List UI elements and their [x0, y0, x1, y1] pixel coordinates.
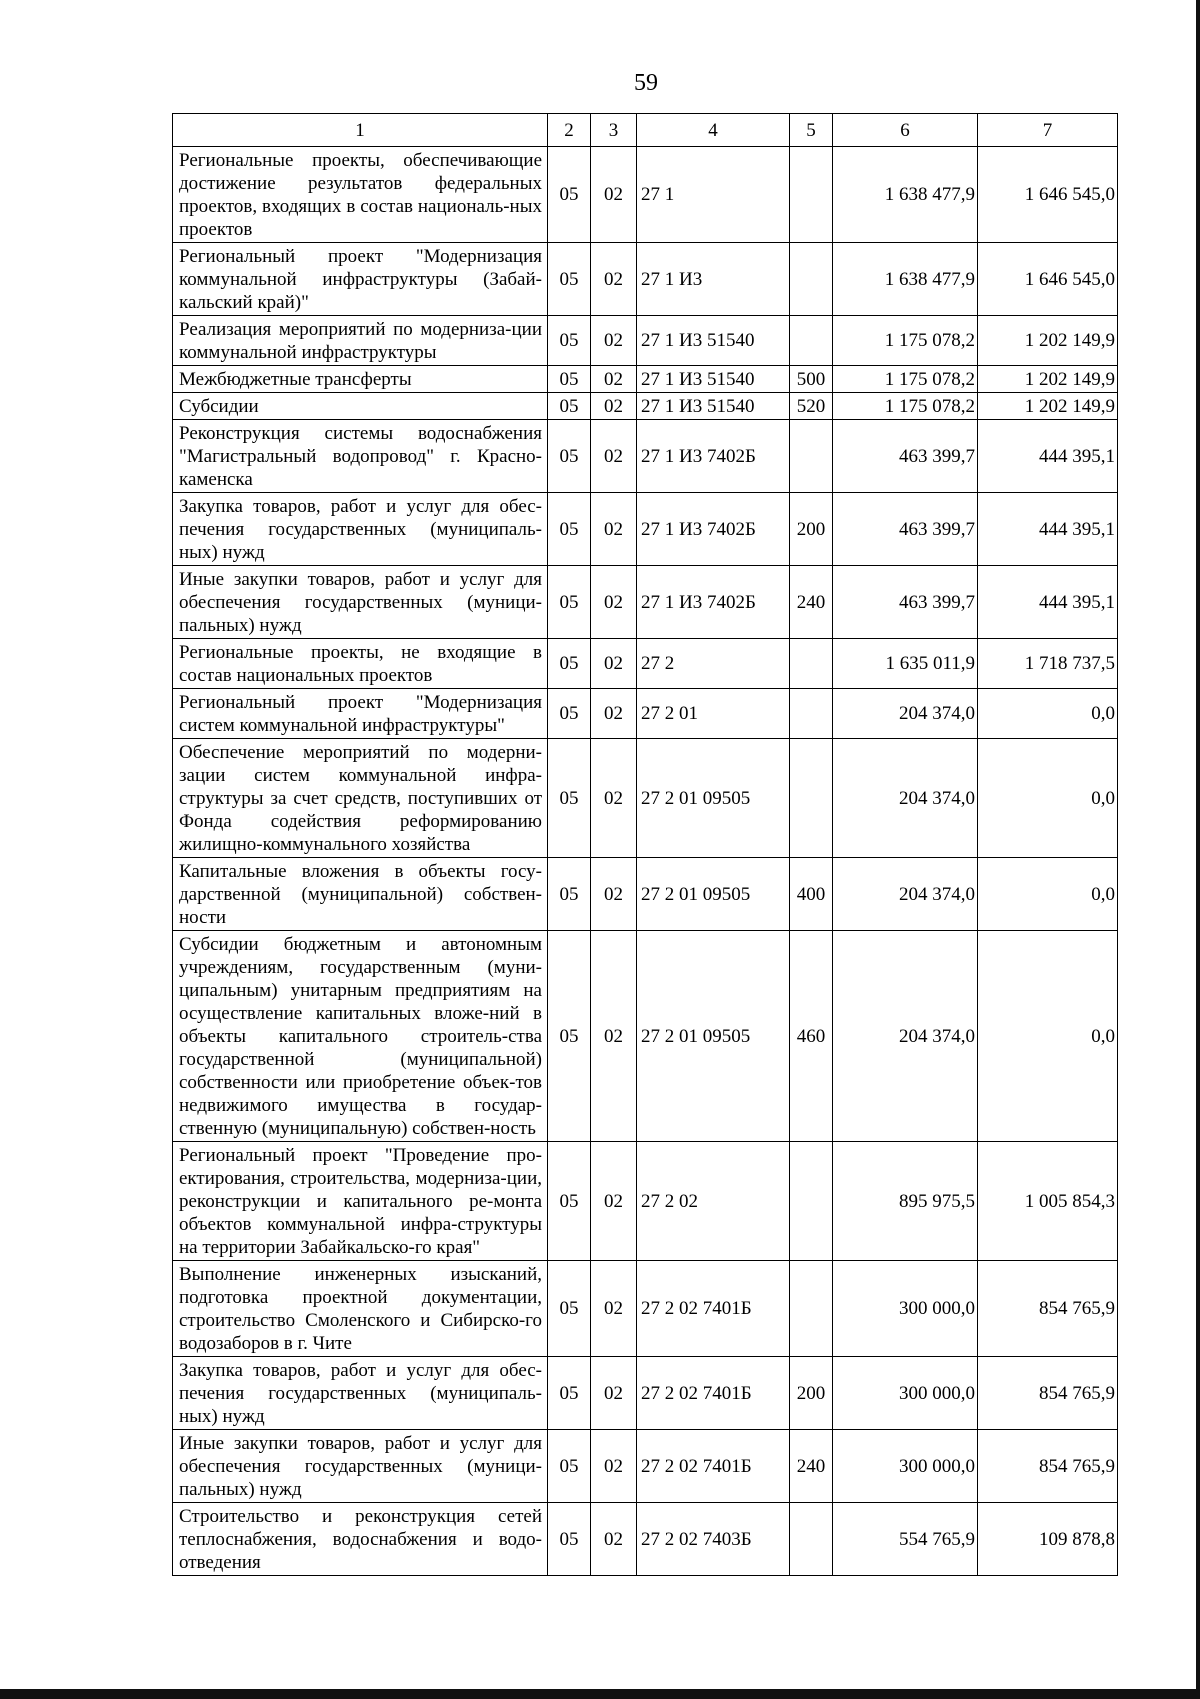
row-subsection: 02 [591, 1261, 637, 1357]
row-expense-type [790, 147, 833, 243]
table-row [173, 316, 1118, 366]
row-amount-year-1: 300 000,0 [833, 1261, 978, 1357]
row-expense-type [790, 1261, 833, 1357]
row-section: 05 [548, 1261, 591, 1357]
table-row [173, 689, 1118, 739]
row-section: 05 [548, 1503, 591, 1576]
header-col-6: 6 [833, 114, 978, 147]
row-amount-year-2: 0,0 [978, 858, 1118, 931]
row-section: 05 [548, 1357, 591, 1430]
row-section: 05 [548, 316, 591, 366]
row-target-code: 27 2 01 09505 [637, 931, 790, 1142]
row-section: 05 [548, 420, 591, 493]
row-subsection: 02 [591, 739, 637, 858]
row-subsection: 02 [591, 566, 637, 639]
row-amount-year-2: 1 202 149,9 [978, 316, 1118, 366]
row-subsection: 02 [591, 1430, 637, 1503]
row-subsection: 02 [591, 393, 637, 420]
row-subsection: 02 [591, 931, 637, 1142]
row-amount-year-1: 1 635 011,9 [833, 639, 978, 689]
row-expense-type [790, 639, 833, 689]
row-expense-type: 460 [790, 931, 833, 1142]
row-section: 05 [548, 739, 591, 858]
row-expense-type [790, 689, 833, 739]
row-amount-year-2: 1 202 149,9 [978, 366, 1118, 393]
row-section: 05 [548, 366, 591, 393]
header-col-1: 1 [173, 114, 548, 147]
table-row [173, 147, 1118, 243]
row-expense-type: 200 [790, 1357, 833, 1430]
row-name: Реализация мероприятий по модерниза-ции коммунальной инфраструктуры [173, 316, 548, 366]
row-expense-type [790, 420, 833, 493]
row-name: Субсидии бюджетным и автономным учреждениям, государственным (муни-ципальным) унитарным предприятиям на осуществление капитальных вложе-ний в объекты капитального строитель-ства государственной (муниципальной) собственности или приобретение объек-тов недвижимого имущества в государ-ственную (муниципальную) собствен-ность [173, 931, 548, 1142]
table-row [173, 1503, 1118, 1576]
row-target-code: 27 2 02 [637, 1142, 790, 1261]
row-name: Региональные проекты, обеспечивающие достижение результатов федеральных проектов, входящих в состав националь-ных проектов [173, 147, 548, 243]
table-row [173, 739, 1118, 858]
row-subsection: 02 [591, 243, 637, 316]
row-amount-year-1: 554 765,9 [833, 1503, 978, 1576]
row-name: Региональные проекты, не входящие в состав национальных проектов [173, 639, 548, 689]
row-expense-type [790, 739, 833, 858]
row-section: 05 [548, 858, 591, 931]
table-row [173, 420, 1118, 493]
row-amount-year-2: 1 718 737,5 [978, 639, 1118, 689]
row-name: Закупка товаров, работ и услуг для обес-печения государственных (муниципаль-ных) нужд [173, 1357, 548, 1430]
row-name: Региональный проект "Проведение про-ектирования, строительства, модерниза-ции, реконструкции и капитального ре-монта объектов коммунальной инфра-структуры на территории Забайкальско-го края" [173, 1142, 548, 1261]
row-target-code: 27 2 [637, 639, 790, 689]
row-name: Иные закупки товаров, работ и услуг для обеспечения государственных (муници-пальных) нужд [173, 1430, 548, 1503]
row-amount-year-2: 1 646 545,0 [978, 243, 1118, 316]
row-target-code: 27 2 02 7401Б [637, 1357, 790, 1430]
row-section: 05 [548, 1430, 591, 1503]
row-amount-year-1: 1 638 477,9 [833, 147, 978, 243]
row-section: 05 [548, 493, 591, 566]
row-subsection: 02 [591, 1503, 637, 1576]
table-row [173, 366, 1118, 393]
row-section: 05 [548, 393, 591, 420]
row-subsection: 02 [591, 1357, 637, 1430]
row-target-code: 27 2 02 7401Б [637, 1430, 790, 1503]
scan-edge-right [1196, 0, 1200, 1699]
row-subsection: 02 [591, 420, 637, 493]
row-amount-year-1: 1 175 078,2 [833, 316, 978, 366]
row-name: Закупка товаров, работ и услуг для обес-печения государственных (муниципаль-ных) нужд [173, 493, 548, 566]
row-amount-year-2: 0,0 [978, 739, 1118, 858]
table-header-row [173, 114, 1118, 147]
row-subsection: 02 [591, 316, 637, 366]
row-amount-year-2: 0,0 [978, 689, 1118, 739]
row-amount-year-1: 300 000,0 [833, 1357, 978, 1430]
row-target-code: 27 2 01 09505 [637, 858, 790, 931]
row-name: Субсидии [173, 393, 548, 420]
row-expense-type [790, 316, 833, 366]
row-subsection: 02 [591, 1142, 637, 1261]
row-target-code: 27 1 И3 51540 [637, 393, 790, 420]
row-section: 05 [548, 639, 591, 689]
row-expense-type: 400 [790, 858, 833, 931]
row-amount-year-2: 444 395,1 [978, 493, 1118, 566]
row-section: 05 [548, 931, 591, 1142]
table-row [173, 1142, 1118, 1261]
row-expense-type: 520 [790, 393, 833, 420]
budget-table [172, 113, 1118, 1576]
row-amount-year-2: 1 646 545,0 [978, 147, 1118, 243]
row-section: 05 [548, 147, 591, 243]
row-target-code: 27 1 [637, 147, 790, 243]
row-name: Обеспечение мероприятий по модерни-зации систем коммунальной инфра-структуры за счет средств, поступивших от Фонда содействия реформированию жилищно-коммунального хозяйства [173, 739, 548, 858]
table-row [173, 639, 1118, 689]
row-amount-year-1: 1 175 078,2 [833, 393, 978, 420]
row-target-code: 27 2 02 7401Б [637, 1261, 790, 1357]
row-amount-year-2: 1 005 854,3 [978, 1142, 1118, 1261]
header-col-2: 2 [548, 114, 591, 147]
row-amount-year-1: 1 638 477,9 [833, 243, 978, 316]
row-expense-type: 240 [790, 566, 833, 639]
row-section: 05 [548, 689, 591, 739]
table-row [173, 393, 1118, 420]
row-amount-year-2: 854 765,9 [978, 1357, 1118, 1430]
row-amount-year-1: 204 374,0 [833, 931, 978, 1142]
row-amount-year-1: 300 000,0 [833, 1430, 978, 1503]
table-row [173, 1430, 1118, 1503]
row-amount-year-1: 204 374,0 [833, 689, 978, 739]
row-expense-type [790, 1503, 833, 1576]
row-target-code: 27 1 И3 51540 [637, 366, 790, 393]
row-expense-type: 240 [790, 1430, 833, 1503]
row-amount-year-2: 109 878,8 [978, 1503, 1118, 1576]
table-row [173, 1261, 1118, 1357]
row-name: Региональный проект "Модернизация коммунальной инфраструктуры (Забай-кальский край)" [173, 243, 548, 316]
row-section: 05 [548, 1142, 591, 1261]
row-amount-year-2: 854 765,9 [978, 1261, 1118, 1357]
row-target-code: 27 2 02 7403Б [637, 1503, 790, 1576]
header-col-5: 5 [790, 114, 833, 147]
row-target-code: 27 1 И3 7402Б [637, 566, 790, 639]
row-name: Межбюджетные трансферты [173, 366, 548, 393]
row-amount-year-1: 204 374,0 [833, 858, 978, 931]
row-name: Выполнение инженерных изысканий, подготовка проектной документации, строительство Смоленского и Сибирско-го водозаборов в г. Чите [173, 1261, 548, 1357]
table-row [173, 931, 1118, 1142]
row-subsection: 02 [591, 689, 637, 739]
row-target-code: 27 2 01 [637, 689, 790, 739]
row-name: Капитальные вложения в объекты госу-дарственной (муниципальной) собствен-ности [173, 858, 548, 931]
row-amount-year-2: 1 202 149,9 [978, 393, 1118, 420]
row-name: Строительство и реконструкция сетей теплоснабжения, водоснабжения и водо-отведения [173, 1503, 548, 1576]
row-amount-year-1: 463 399,7 [833, 420, 978, 493]
row-amount-year-2: 444 395,1 [978, 566, 1118, 639]
row-target-code: 27 1 И3 7402Б [637, 420, 790, 493]
header-col-3: 3 [591, 114, 637, 147]
row-expense-type: 200 [790, 493, 833, 566]
row-amount-year-1: 463 399,7 [833, 493, 978, 566]
row-subsection: 02 [591, 366, 637, 393]
page-number: 59 [634, 70, 658, 96]
scan-edge-bottom [0, 1689, 1200, 1699]
row-subsection: 02 [591, 858, 637, 931]
row-name: Иные закупки товаров, работ и услуг для обеспечения государственных (муници-пальных) нужд [173, 566, 548, 639]
row-amount-year-1: 463 399,7 [833, 566, 978, 639]
row-subsection: 02 [591, 493, 637, 566]
row-target-code: 27 1 И3 51540 [637, 316, 790, 366]
row-amount-year-1: 1 175 078,2 [833, 366, 978, 393]
row-name: Реконструкция системы водоснабжения "Магистральный водопровод" г. Красно-каменска [173, 420, 548, 493]
table-row [173, 243, 1118, 316]
row-amount-year-2: 0,0 [978, 931, 1118, 1142]
table-row [173, 1357, 1118, 1430]
table-row [173, 493, 1118, 566]
row-amount-year-2: 444 395,1 [978, 420, 1118, 493]
row-target-code: 27 1 И3 7402Б [637, 493, 790, 566]
row-expense-type: 500 [790, 366, 833, 393]
row-amount-year-2: 854 765,9 [978, 1430, 1118, 1503]
row-target-code: 27 2 01 09505 [637, 739, 790, 858]
row-amount-year-1: 204 374,0 [833, 739, 978, 858]
row-section: 05 [548, 243, 591, 316]
table-body [173, 114, 1118, 1576]
header-col-7: 7 [978, 114, 1118, 147]
row-expense-type [790, 1142, 833, 1261]
table-row [173, 566, 1118, 639]
row-name: Региональный проект "Модернизация систем коммунальной инфраструктуры" [173, 689, 548, 739]
row-subsection: 02 [591, 147, 637, 243]
table-row [173, 858, 1118, 931]
row-amount-year-1: 895 975,5 [833, 1142, 978, 1261]
row-section: 05 [548, 566, 591, 639]
row-subsection: 02 [591, 639, 637, 689]
row-target-code: 27 1 И3 [637, 243, 790, 316]
row-expense-type [790, 243, 833, 316]
header-col-4: 4 [637, 114, 790, 147]
